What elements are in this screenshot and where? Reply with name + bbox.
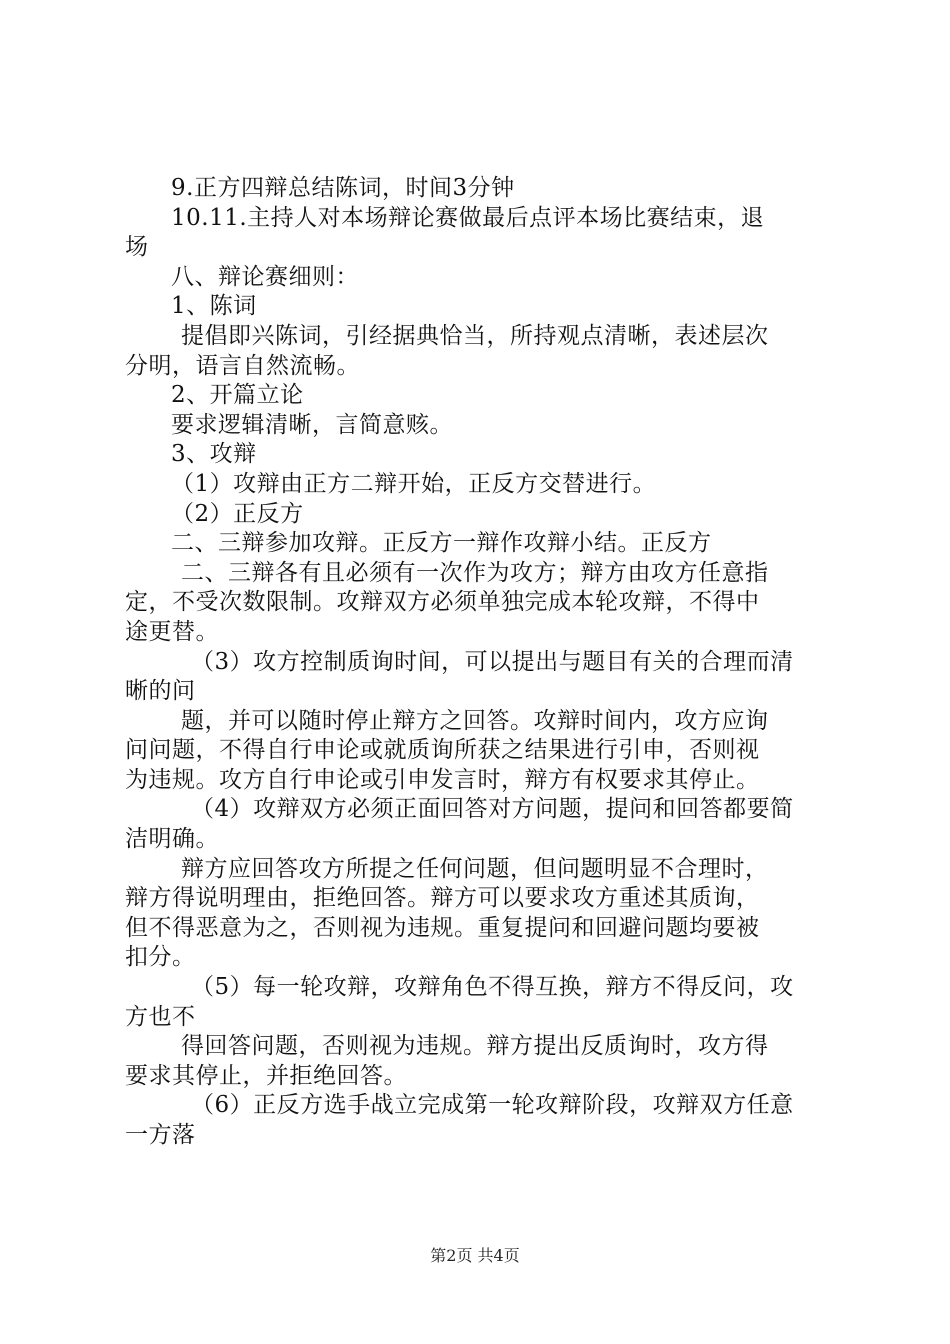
section-heading: 八、辩论赛细则：: [171, 263, 359, 290]
text-line: （6）正反方选手战立完成第一轮攻辩阶段，攻辩双方任意: [191, 1092, 794, 1119]
text-line: 辩方得说明理由，拒绝回答。辩方可以要求攻方重述其质询，: [125, 885, 760, 912]
text-line: 二、三辩参加攻辩。正反方一辩作攻辩小结。正反方: [171, 530, 712, 557]
text-line: 要求逻辑清晰，言简意赅。: [171, 411, 453, 438]
text-line: 9.正方四辩总结陈词，时间3分钟: [171, 175, 515, 201]
text-line: 晰的问: [125, 678, 196, 705]
text-line: （2）正反方: [171, 500, 304, 527]
subsection-heading: 1、陈词: [171, 293, 257, 320]
text-line: 但不得恶意为之，否则视为违规。重复提问和回避问题均要被: [125, 914, 760, 941]
text-line: 扣分。: [125, 944, 196, 971]
text-line: 10.11.主持人对本场辩论赛做最后点评本场比赛结束，退: [171, 204, 765, 231]
text-line: （5）每一轮攻辩，攻辩角色不得互换，辩方不得反问，攻: [191, 974, 794, 1001]
text-line: 提倡即兴陈词，引经据典恰当，所持观点清晰，表述层次: [181, 322, 769, 349]
subsection-heading: 2、开篇立论: [171, 382, 304, 409]
text-line: 要求其停止，并拒绝回答。: [125, 1062, 407, 1089]
text-line: 分明，语言自然流畅。: [125, 352, 360, 379]
text-line: 定，不受次数限制。攻辩双方必须单独完成本轮攻辩，不得中: [125, 589, 760, 616]
text-line: 得回答问题，否则视为违规。辩方提出反质询时，攻方得: [181, 1033, 769, 1060]
text-line: 辩方应回答攻方所提之任何问题，但问题明显不合理时，: [181, 855, 769, 882]
text-line: 为违规。攻方自行申论或引申发言时，辩方有权要求其停止。: [125, 766, 760, 793]
text-line: 途更替。: [125, 618, 219, 645]
text-line: 方也不: [125, 1003, 196, 1030]
page-number-footer: 第2页 共4页: [430, 1246, 520, 1265]
text-line: 题，并可以随时停止辩方之回答。攻辩时间内，攻方应询: [181, 707, 769, 734]
text-line: （3）攻方控制质询时间，可以提出与题目有关的合理而清: [191, 648, 794, 675]
text-line: （1）攻辩由正方二辩开始，正反方交替进行。: [171, 470, 657, 497]
text-line: 一方落: [125, 1122, 196, 1148]
text-line: 问问题，不得自行申论或就质询所获之结果进行引申，否则视: [125, 737, 760, 764]
text-line: （4）攻辩双方必须正面回答对方问题，提问和回答都要简: [191, 796, 794, 823]
text-line: 场: [125, 234, 149, 261]
text-line: 二、三辩各有且必须有一次作为攻方；辩方由攻方任意指: [181, 559, 769, 586]
text-line: 洁明确。: [125, 826, 219, 853]
subsection-heading: 3、攻辩: [171, 441, 257, 468]
document-body: [125, 174, 837, 1151]
